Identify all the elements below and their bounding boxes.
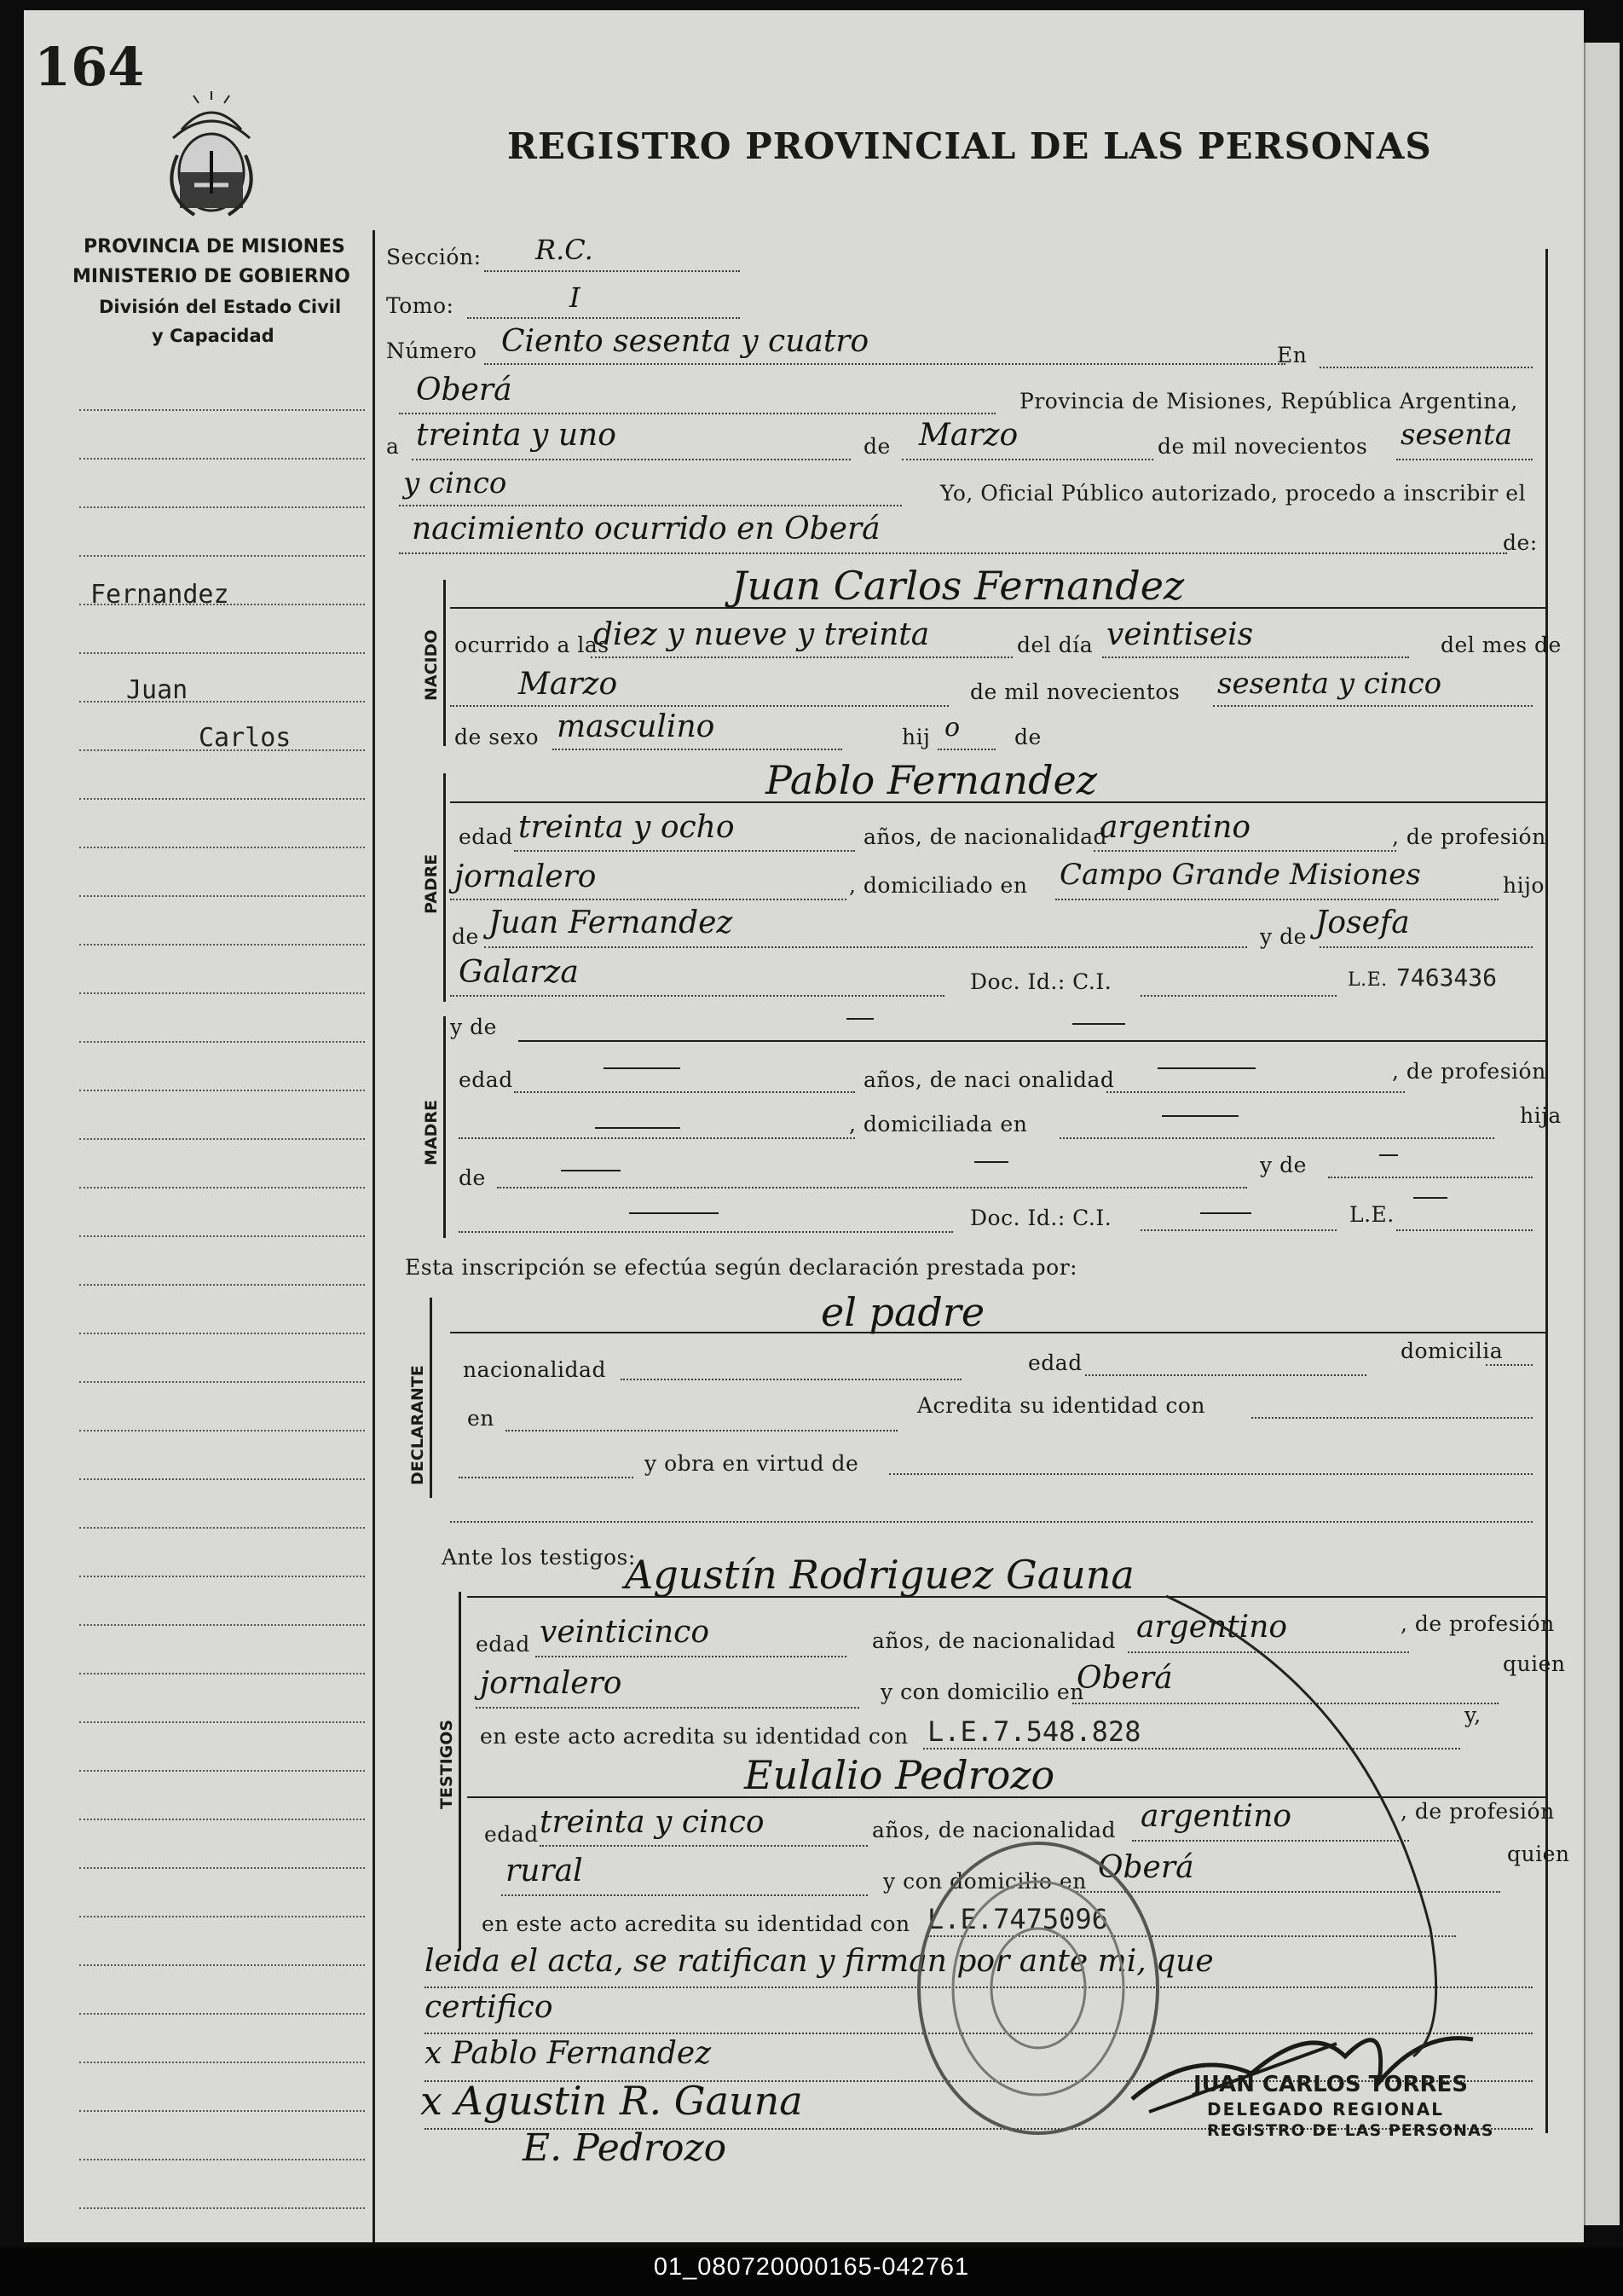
label-padre-doc: Doc. Id.: C.I. xyxy=(970,969,1112,994)
margin-ruled-line xyxy=(79,1673,365,1674)
label-t1-y: y, xyxy=(1464,1703,1481,1727)
decl-edad-line xyxy=(1085,1374,1366,1376)
label-provincia: Provincia de Misiones, República Argentina, xyxy=(1019,389,1518,414)
label-seccion: Sección: xyxy=(386,245,482,269)
margin-ruled-line xyxy=(79,895,365,897)
margin-ruled-line xyxy=(79,1284,365,1286)
label-hij: hij xyxy=(902,725,931,749)
section-tag-declarante: DECLARANTE xyxy=(408,1365,427,1485)
margin-ruled-line xyxy=(79,555,365,557)
margin-ruled-line xyxy=(79,1430,365,1431)
madre-padres-dash-2 xyxy=(974,1161,1008,1163)
label-domiciliado: , domiciliado en xyxy=(849,873,1028,898)
margin-surname: Fernandez xyxy=(90,580,229,610)
label-t1-acredita: en este acto acredita su identidad con xyxy=(480,1724,909,1749)
seccion-line xyxy=(484,270,740,272)
value-seccion: R.C. xyxy=(535,234,593,266)
value-t2-profesion: rural xyxy=(505,1854,583,1888)
mes-line xyxy=(902,459,1153,460)
decl-nac-line xyxy=(621,1379,962,1380)
label-padre-edad: edad xyxy=(459,824,513,849)
value-anio-nac: sesenta y cinco xyxy=(1217,667,1442,701)
madre-le-line xyxy=(1396,1229,1533,1231)
issuer-capacidad: y Capacidad xyxy=(152,326,274,346)
margin-ruled-line xyxy=(79,1138,365,1140)
value-dia: treinta y uno xyxy=(416,418,616,453)
label-de-hij: de xyxy=(1014,725,1042,749)
label-t1-domicilio: y con domicilio en xyxy=(881,1680,1084,1704)
label-t2-profesion: , de profesión xyxy=(1401,1799,1555,1824)
margin-ruled-line xyxy=(79,1867,365,1869)
madre-nac-dash xyxy=(1158,1067,1256,1069)
stamp-name: JUAN CARLOS TORRES xyxy=(1193,2072,1469,2097)
value-t2-nacionalidad: argentino xyxy=(1141,1799,1292,1834)
margin-ruled-line xyxy=(79,2159,365,2160)
value-t2-edad: treinta y cinco xyxy=(540,1805,765,1840)
madre-doc-pre-line xyxy=(459,1231,953,1233)
label-numero: Número xyxy=(386,338,477,363)
abuelo-line xyxy=(484,946,1247,948)
abuela-line xyxy=(1320,946,1533,948)
value-t1-edad: veinticinco xyxy=(540,1615,710,1650)
decl-acredita-line xyxy=(1251,1417,1533,1419)
madre-padres-dash-1 xyxy=(561,1170,621,1171)
value-abuela-a: Josefa xyxy=(1315,905,1410,940)
value-padre-nacionalidad: argentino xyxy=(1100,810,1251,845)
label-t2-acredita: en este acto acredita su identidad con xyxy=(482,1911,910,1936)
decl-extra-line xyxy=(450,1521,1533,1523)
madre-bracket xyxy=(443,1016,446,1238)
label-de-sexo: de sexo xyxy=(454,725,540,749)
margin-ruled-line xyxy=(79,1819,365,1820)
margin-ruled-line xyxy=(79,1235,365,1237)
value-testigo2-nombre: Eulalio Pedrozo xyxy=(744,1752,1055,1798)
value-padre-le: 7463436 xyxy=(1396,963,1498,992)
label-del-mes-de: del mes de xyxy=(1441,633,1562,657)
margin-ruled-line xyxy=(79,992,365,994)
label-madre-de: de xyxy=(459,1165,486,1190)
en-line xyxy=(1320,367,1533,368)
value-mes: Marzo xyxy=(919,418,1019,453)
value-nacido-nombre: Juan Carlos Fernandez xyxy=(731,563,1185,609)
label-t1-edad: edad xyxy=(476,1632,530,1657)
value-abuela-b: Galarza xyxy=(459,955,579,990)
value-anio-b: y cinco xyxy=(403,466,507,500)
declarante-name-line xyxy=(450,1332,1545,1333)
label-t1-profesion: , de profesión xyxy=(1401,1611,1555,1636)
margin-ruled-line xyxy=(79,2013,365,2015)
value-padre-domicilio: Campo Grande Misiones xyxy=(1060,858,1421,892)
label-del-dia: del día xyxy=(1017,633,1094,657)
label-domiciliada: , domiciliada en xyxy=(849,1112,1028,1136)
label-y-de-padre: y de xyxy=(1260,924,1307,949)
margin-ruled-line xyxy=(79,1381,365,1383)
value-hora: diez y nueve y treinta xyxy=(593,617,930,652)
margin-ruled-line xyxy=(79,652,365,654)
t2-edad-line xyxy=(540,1845,868,1847)
margin-ruled-line xyxy=(79,1478,365,1480)
margin-ruled-line xyxy=(79,2110,365,2112)
label-madre-y-de-2: y de xyxy=(1260,1153,1307,1177)
label-t1-quien: quien xyxy=(1503,1651,1566,1676)
label-de-mil-nov: de mil novecientos xyxy=(970,680,1181,704)
label-tomo: Tomo: xyxy=(386,293,454,318)
value-firma-testigo2: E. Pedrozo xyxy=(523,2126,727,2170)
value-declarante: el padre xyxy=(821,1289,985,1335)
value-tomo: I xyxy=(569,281,580,314)
label-de-colon: de: xyxy=(1503,530,1538,555)
testigos-bracket xyxy=(459,1592,461,1950)
margin-ruled-line xyxy=(79,1770,365,1772)
value-padre-profesion: jornalero xyxy=(454,859,597,894)
madre-name-line xyxy=(518,1040,1545,1042)
label-domicilia: domicilia xyxy=(1401,1339,1504,1363)
label-t2-anos-nac: años, de nacionalidad xyxy=(872,1818,1116,1842)
dia-nac-line xyxy=(1102,656,1409,658)
label-yo-oficial: Yo, Oficial Público autorizado, procedo a inscribir el xyxy=(940,481,1527,506)
footer-image-id: 01_080720000165-042761 xyxy=(653,2253,970,2281)
value-padre-edad: treinta y ocho xyxy=(518,810,735,845)
madre-dom-dash xyxy=(1162,1115,1239,1117)
madre-doc-pre-dash xyxy=(629,1212,719,1214)
mes-nac-line xyxy=(450,705,949,707)
section-tag-testigos: TESTIGOS xyxy=(437,1719,456,1809)
margin-ruled-line xyxy=(79,1576,365,1577)
value-t2-doc: L.E.7475096 xyxy=(927,1903,1108,1935)
value-sexo: masculino xyxy=(557,709,715,744)
madre-abuela-dash xyxy=(1379,1154,1398,1156)
value-t1-domicilio: Oberá xyxy=(1077,1661,1173,1696)
label-decl-en: en xyxy=(467,1406,494,1431)
margin-ruled-line xyxy=(79,1916,365,1917)
label-nacionalidad: nacionalidad xyxy=(463,1357,606,1382)
label-acredita: Acredita su identidad con xyxy=(917,1393,1206,1418)
section-tag-nacido: NACIDO xyxy=(422,629,441,701)
padre-edad-line xyxy=(514,850,855,852)
value-cierre-2: certifico xyxy=(425,1990,553,2025)
issuer-division: División del Estado Civil xyxy=(99,297,342,317)
coat-of-arms-icon xyxy=(165,91,258,219)
label-a: a xyxy=(386,434,400,459)
label-t2-edad: edad xyxy=(484,1822,539,1847)
label-en: En xyxy=(1277,343,1308,367)
padre-bracket xyxy=(443,773,446,1002)
label-t2-domicilio: y con domicilio en xyxy=(883,1869,1087,1894)
label-madre-doc: Doc. Id.: C.I. xyxy=(970,1206,1112,1230)
value-abuelo: Juan Fernandez xyxy=(488,905,733,940)
t1-prof-line xyxy=(476,1707,859,1709)
issuer-ministry: MINISTERIO DE GOBIERNO xyxy=(72,266,350,287)
decl-en-line xyxy=(505,1430,898,1431)
register-page xyxy=(24,10,1584,2242)
madre-edad-line xyxy=(514,1091,855,1093)
margin-ruled-line xyxy=(79,1527,365,1529)
margin-given-2: Carlos xyxy=(199,723,292,753)
madre-prof-line xyxy=(459,1137,855,1139)
label-ante-testigos: Ante los testigos: xyxy=(442,1545,636,1570)
t1-edad-line xyxy=(535,1656,846,1657)
label-t1-anos-nac: años, de nacionalidad xyxy=(872,1628,1116,1653)
left-column-divider xyxy=(373,230,375,2242)
value-cierre-1: leida el acta, se ratifican y firman por ante mi, que xyxy=(425,1944,1214,1979)
margin-ruled-line xyxy=(79,1964,365,1966)
margin-ruled-line xyxy=(79,701,365,703)
decl-obra-line xyxy=(889,1473,1533,1475)
hij-line xyxy=(938,749,996,750)
page-title: REGISTRO PROVINCIAL DE LAS PERSONAS xyxy=(507,125,1432,167)
tomo-line xyxy=(467,317,740,319)
decl-obra-pre-line xyxy=(459,1477,633,1478)
issuer-province: PROVINCIA DE MISIONES xyxy=(84,236,345,257)
label-padre-profesion: , de profesión xyxy=(1392,824,1546,849)
value-firma-testigo1: x Agustin R. Gauna xyxy=(420,2078,803,2124)
sexo-line xyxy=(552,749,842,750)
anio-line xyxy=(1396,459,1533,460)
madre-abuela-line xyxy=(1328,1177,1533,1178)
value-t1-doc: L.E.7.548.828 xyxy=(927,1715,1141,1748)
margin-ruled-line xyxy=(79,1721,365,1723)
label-hija: hija xyxy=(1520,1103,1562,1128)
label-obra: y obra en virtud de xyxy=(644,1451,859,1476)
value-t1-profesion: jornalero xyxy=(480,1666,622,1701)
madre-le-dash xyxy=(1413,1197,1447,1199)
value-testigo1-nombre: Agustín Rodriguez Gauna xyxy=(625,1552,1135,1598)
margin-ruled-line xyxy=(79,506,365,508)
section-tag-madre: MADRE xyxy=(422,1100,441,1165)
label-padre-anos-nac: años, de nacionalidad xyxy=(863,824,1107,849)
label-t2-quien: quien xyxy=(1507,1842,1570,1866)
value-firma-padre: x Pablo Fernandez xyxy=(425,2036,712,2071)
madre-nac-line xyxy=(1106,1091,1405,1093)
margin-ruled-line xyxy=(79,944,365,946)
adjacent-page-edge xyxy=(1584,43,1620,2225)
margin-ruled-line xyxy=(79,2207,365,2209)
padre-dom-line xyxy=(1055,899,1499,900)
value-mes-nac: Marzo xyxy=(518,667,618,702)
padre-nac-line xyxy=(1094,850,1396,852)
madre-prof-dash xyxy=(595,1127,680,1129)
madre-edad-dash xyxy=(604,1067,680,1069)
value-dia-nac: veintiseis xyxy=(1106,617,1254,652)
numero-line xyxy=(484,363,1285,365)
label-padre-le: L.E. xyxy=(1348,969,1388,991)
value-padre-nombre: Pablo Fernandez xyxy=(765,757,1097,803)
label-de-abuelo: de xyxy=(452,924,479,949)
margin-ruled-line xyxy=(79,1624,365,1626)
margin-ruled-line xyxy=(79,1333,365,1334)
label-ocurrido: ocurrido a las xyxy=(454,633,609,657)
label-madre-edad: edad xyxy=(459,1067,513,1092)
label-de-mes: de xyxy=(863,434,891,459)
margin-ruled-line xyxy=(79,1090,365,1091)
stamp-office: REGISTRO DE LAS PERSONAS xyxy=(1207,2121,1494,2140)
decl-domicilia-line xyxy=(1486,1364,1533,1366)
value-hecho: nacimiento ocurrido en Oberá xyxy=(412,512,881,547)
dia-line xyxy=(412,459,851,460)
madre-blank-dash-2 xyxy=(1072,1023,1125,1025)
nacido-bracket xyxy=(443,580,446,746)
stamp-role: DELEGADO REGIONAL xyxy=(1207,2099,1445,2120)
anio-b-line xyxy=(399,505,902,506)
value-lugar: Oberá xyxy=(416,373,512,408)
madre-blank-dash-1 xyxy=(846,1018,874,1020)
label-madre-profesion: , de profesión xyxy=(1392,1059,1546,1084)
label-hijo: hijo xyxy=(1503,873,1545,898)
label-madre-le: L.E. xyxy=(1349,1202,1395,1227)
label-madre-anos-nac: años, de naci onalidad xyxy=(863,1067,1115,1092)
label-decl-edad: edad xyxy=(1028,1350,1083,1375)
anio-nac-line xyxy=(1213,705,1533,707)
margin-ruled-line xyxy=(79,1041,365,1043)
madre-dom-line xyxy=(1060,1137,1494,1139)
section-tag-padre: PADRE xyxy=(422,853,441,914)
value-t2-domicilio: Oberá xyxy=(1098,1850,1194,1885)
declarante-bracket xyxy=(430,1298,432,1498)
label-de-mil: de mil novecientos xyxy=(1158,434,1368,459)
abuela-b-line xyxy=(450,995,944,997)
value-t1-nacionalidad: argentino xyxy=(1136,1610,1288,1645)
lugar-line xyxy=(399,413,996,414)
value-anio-a: sesenta xyxy=(1401,418,1512,452)
margin-ruled-line xyxy=(79,847,365,848)
madre-padres-line xyxy=(497,1187,1247,1188)
padre-prof-line xyxy=(450,899,846,900)
value-numero: Ciento sesenta y cuatro xyxy=(501,324,869,359)
margin-ruled-line xyxy=(79,2062,365,2063)
margin-given-1: Juan xyxy=(126,675,188,705)
value-hij-suffix: o xyxy=(944,713,961,743)
margin-ruled-line xyxy=(79,1187,365,1188)
hora-line xyxy=(591,656,1013,658)
margin-ruled-line xyxy=(79,798,365,800)
margin-ruled-line xyxy=(79,458,365,460)
label-esta-inscripcion: Esta inscripción se efectúa según declaración prestada por: xyxy=(405,1255,1078,1280)
madre-doc-line xyxy=(1141,1229,1337,1231)
madre-doc-dash xyxy=(1200,1212,1251,1214)
label-madre-y-de: y de xyxy=(450,1015,497,1039)
t2-prof-line xyxy=(501,1894,868,1896)
padre-doc-line xyxy=(1141,995,1337,997)
margin-ruled-line xyxy=(79,409,365,411)
hecho-line xyxy=(399,552,1507,554)
page-number: 164 xyxy=(34,36,145,98)
pen-stroke xyxy=(1158,1588,1499,2065)
